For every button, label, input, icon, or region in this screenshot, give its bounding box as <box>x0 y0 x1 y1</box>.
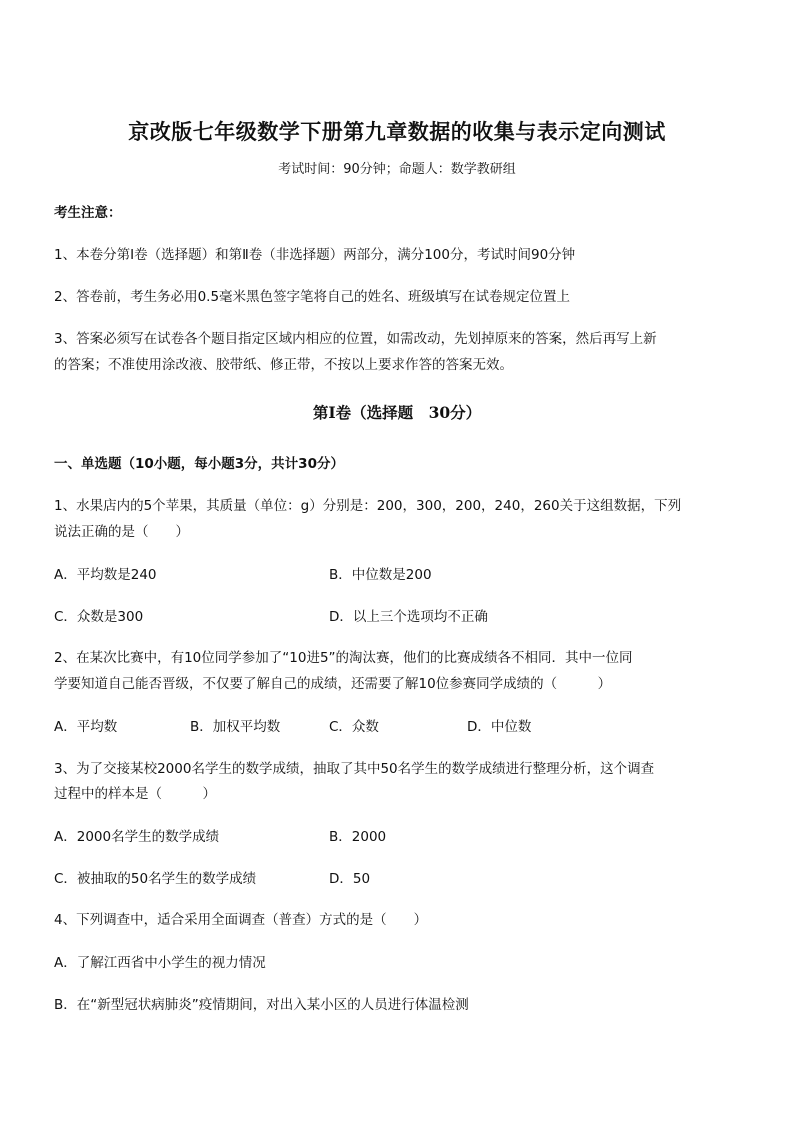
question-1-option-c: C．众数是300 <box>54 609 144 625</box>
question-4-option-b: B．在“新型冠状病肺炎”疫情期间，对出入某小区的人员进行体温检测 <box>54 997 469 1013</box>
notice-item-3: 3、答案必须写在试卷各个题目指定区域内相应的位置，如需改动，先划掉原来的答案，然后再写上新 <box>54 331 657 347</box>
question-3-stem-cont: 过程中的样本是（ ） <box>54 786 216 802</box>
question-4-stem: 4、下列调查中，适合采用全面调查（普查）方式的是（ ） <box>54 912 428 928</box>
question-3-option-d: D．50 <box>329 871 371 887</box>
question-3-option-a: A．2000名学生的数学成绩 <box>54 829 220 845</box>
notice-heading: 考生注意： <box>54 205 122 221</box>
page-title: 京改版七年级数学下册第九章数据的收集与表示定向测试 <box>128 119 666 144</box>
question-4-option-a: A．了解江西省中小学生的视力情况 <box>54 955 266 971</box>
question-1-stem-cont: 说法正确的是（ ） <box>54 524 189 540</box>
question-1-option-b: B．中位数是200 <box>329 567 432 583</box>
question-2-option-c: C．众数 <box>329 719 379 735</box>
notice-item-3-cont: 的答案；不准使用涂改液、胶带纸、修正带，不按以上要求作答的答案无效。 <box>54 357 513 373</box>
exam-info: 考试时间：90分钟；命题人：数学教研组 <box>278 162 516 177</box>
question-2-option-a: A．平均数 <box>54 719 118 735</box>
question-2-stem-cont: 学要知道自己能否晋级，不仅要了解自己的成绩，还需要了解10位参赛同学成绩的（ ） <box>54 676 612 692</box>
question-3-option-c: C．被抽取的50名学生的数学成绩 <box>54 871 257 887</box>
question-2-option-b: B．加权平均数 <box>190 719 281 735</box>
notice-item-1: 1、本卷分第Ⅰ卷（选择题）和第Ⅱ卷（非选择题）两部分，满分100分，考试时间90分钟 <box>54 247 576 263</box>
notice-item-2: 2、答卷前，考生务必用0.5毫米黑色签字笔将自己的姓名、班级填写在试卷规定位置上 <box>54 289 571 305</box>
section-title: 一、单选题（10小题，每小题3分，共计30分） <box>54 456 344 472</box>
question-2-option-d: D．中位数 <box>467 719 532 735</box>
part-title: 第Ⅰ卷（选择题 30分） <box>312 403 482 422</box>
question-3-stem: 3、为了交接某校2000名学生的数学成绩，抽取了其中50名学生的数学成绩进行整理分析，这个调查 <box>54 761 655 777</box>
question-3-option-b: B．2000 <box>329 829 387 845</box>
question-1-option-d: D．以上三个选项均不正确 <box>329 609 488 625</box>
question-2-stem: 2、在某次比赛中，有10位同学参加了“10进5”的淘汰赛，他们的比赛成绩各不相同．其中一位同 <box>54 650 633 666</box>
question-1-stem: 1、水果店内的5个苹果，其质量（单位：g）分别是：200，300，200，240，260关于这组数据，下列 <box>54 498 682 514</box>
question-1-option-a: A．平均数是240 <box>54 567 157 583</box>
